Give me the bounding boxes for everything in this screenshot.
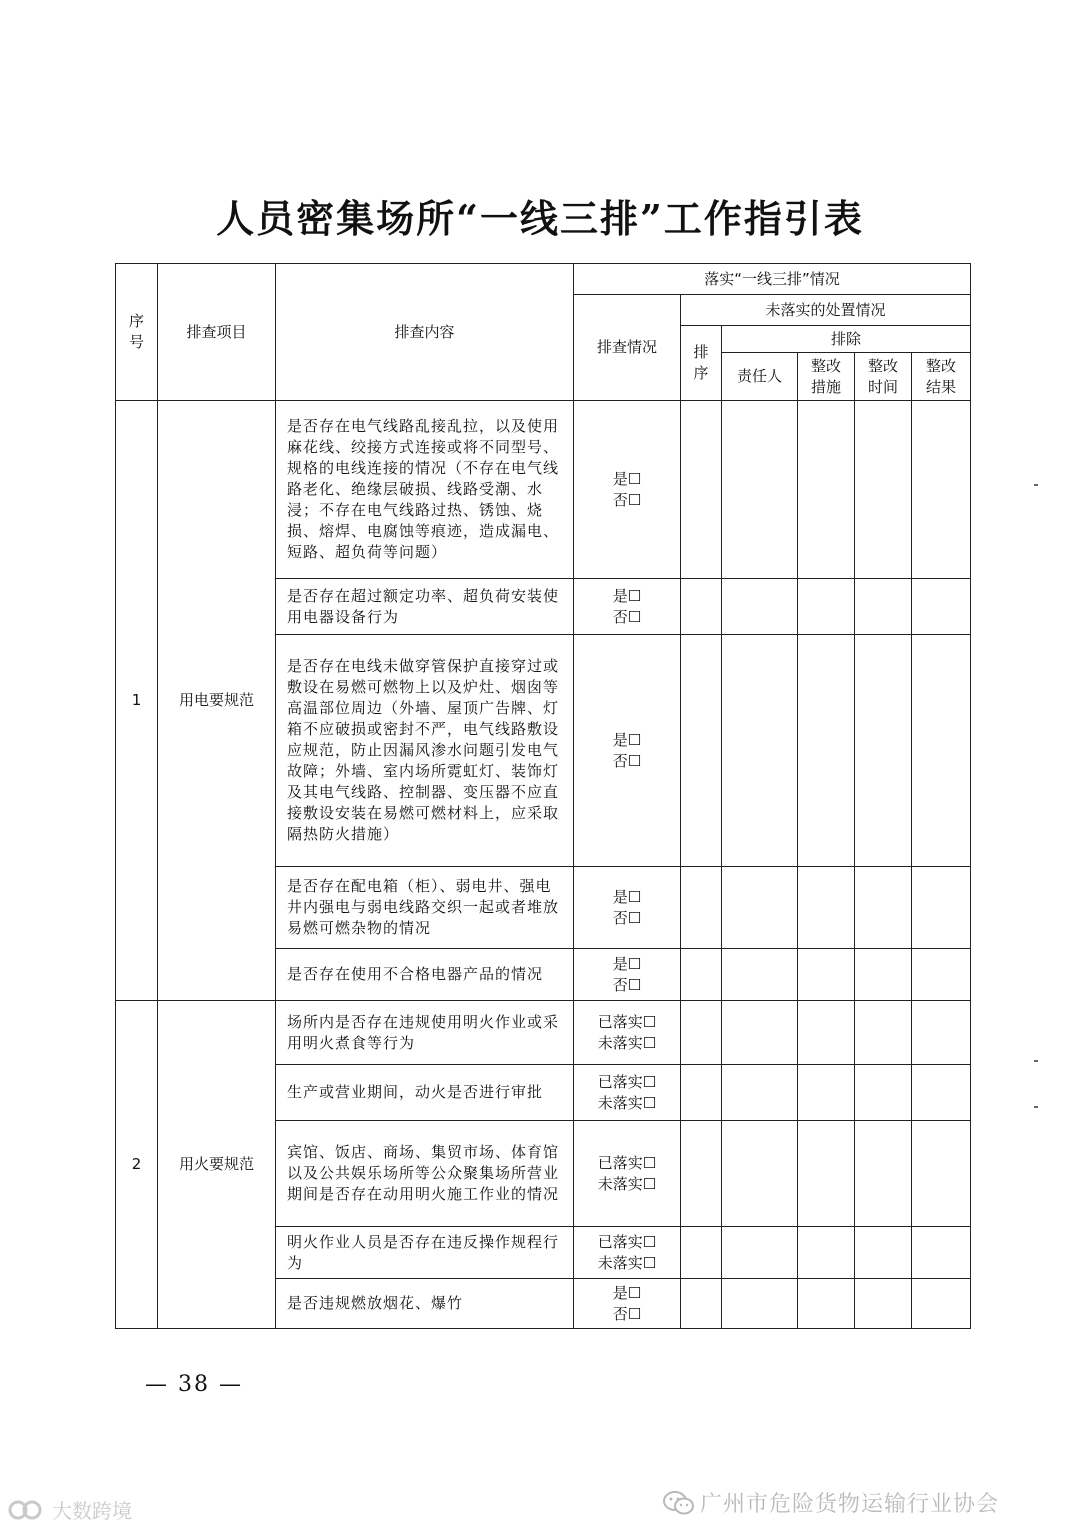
guide-table bbox=[115, 263, 971, 1329]
header-not-implemented: 未落实的处置情况 bbox=[681, 295, 971, 326]
check-status[interactable]: 是☐ 否☐ bbox=[574, 949, 681, 1001]
check-status[interactable]: 是☐ 否☐ bbox=[574, 401, 681, 579]
table-row bbox=[116, 1001, 971, 1065]
check-content: 是否存在电线未做穿管保护直接穿过或敷设在易燃可燃物上以及炉灶、烟囱等高温部位周边（外墙、屋顶广告牌、灯箱不应破损或密封不严，电气线路敷设应规范，防止因漏风渗水问题引发电气故障；外墙、室内场所霓虹灯、装饰灯及其电气线路、控制器、变压器不应直接敷设安装在易燃可燃材料上，应采取隔热防火措施） bbox=[276, 635, 574, 867]
group-item: 用电要规范 bbox=[158, 401, 276, 1001]
header-seq: 序号 bbox=[116, 264, 158, 401]
group-seq: 1 bbox=[116, 401, 158, 1001]
check-content: 场所内是否存在违规使用明火作业或采用明火煮食等行为 bbox=[276, 1001, 574, 1065]
watermark-left: 大数跨境 bbox=[6, 1495, 132, 1524]
check-status[interactable]: 是☐ 否☐ bbox=[574, 867, 681, 949]
watermark-right: 广州市危险货物运输行业协会 bbox=[662, 1487, 999, 1518]
header-result: 整改结果 bbox=[912, 353, 971, 401]
header-implement: 落实“一线三排”情况 bbox=[574, 264, 971, 295]
check-status[interactable]: 已落实☐ 未落实☐ bbox=[574, 1065, 681, 1121]
header-content: 排查内容 bbox=[276, 264, 574, 401]
scan-mark bbox=[1034, 484, 1038, 486]
wechat-icon bbox=[662, 1490, 696, 1516]
check-content: 明火作业人员是否存在违反操作规程行为 bbox=[276, 1227, 574, 1279]
scan-mark bbox=[1034, 1060, 1038, 1062]
check-content: 生产或营业期间，动火是否进行审批 bbox=[276, 1065, 574, 1121]
header-responsible: 责任人 bbox=[722, 353, 798, 401]
check-status[interactable]: 已落实☐ 未落实☐ bbox=[574, 1227, 681, 1279]
page-title: 人员密集场所“一线三排”工作指引表 bbox=[216, 196, 864, 241]
scan-mark bbox=[1034, 1106, 1038, 1108]
check-status[interactable]: 是☐ 否☐ bbox=[574, 579, 681, 635]
check-content: 是否存在超过额定功率、超负荷安装使用电器设备行为 bbox=[276, 579, 574, 635]
check-status[interactable]: 是☐ 否☐ bbox=[574, 635, 681, 867]
check-status[interactable]: 是☐ 否☐ bbox=[574, 1279, 681, 1329]
table-row bbox=[116, 401, 971, 579]
logo-icon bbox=[6, 1498, 46, 1522]
header-check-status: 排查情况 bbox=[574, 295, 681, 401]
check-content: 是否存在使用不合格电器产品的情况 bbox=[276, 949, 574, 1001]
header-item: 排查项目 bbox=[158, 264, 276, 401]
header-measures: 整改措施 bbox=[798, 353, 855, 401]
header-time: 整改时间 bbox=[855, 353, 912, 401]
check-content: 是否存在电气线路乱接乱拉，以及使用麻花线、绞接方式连接或将不同型号、规格的电线连接的情况（不存在电气线路老化、绝缘层破损、线路受潮、水浸；不存在电气线路过热、锈蚀、烧损、熔焊、电腐蚀等痕迹，造成漏电、短路、超负荷等问题） bbox=[276, 401, 574, 579]
check-content: 宾馆、饭店、商场、集贸市场、体育馆以及公共娱乐场所等公众聚集场所营业期间是否存在动用明火施工作业的情况 bbox=[276, 1121, 574, 1227]
header-eliminate: 排除 bbox=[722, 326, 971, 353]
page-number: — 38 — bbox=[145, 1372, 243, 1397]
group-seq: 2 bbox=[116, 1001, 158, 1329]
check-content: 是否存在配电箱（柜）、弱电井、强电井内强电与弱电线路交织一起或者堆放易燃可燃杂物的情况 bbox=[276, 867, 574, 949]
header-rank: 排序 bbox=[681, 326, 722, 401]
check-content: 是否违规燃放烟花、爆竹 bbox=[276, 1279, 574, 1329]
check-status[interactable]: 已落实☐ 未落实☐ bbox=[574, 1001, 681, 1065]
check-status[interactable]: 已落实☐ 未落实☐ bbox=[574, 1121, 681, 1227]
group-item: 用火要规范 bbox=[158, 1001, 276, 1329]
